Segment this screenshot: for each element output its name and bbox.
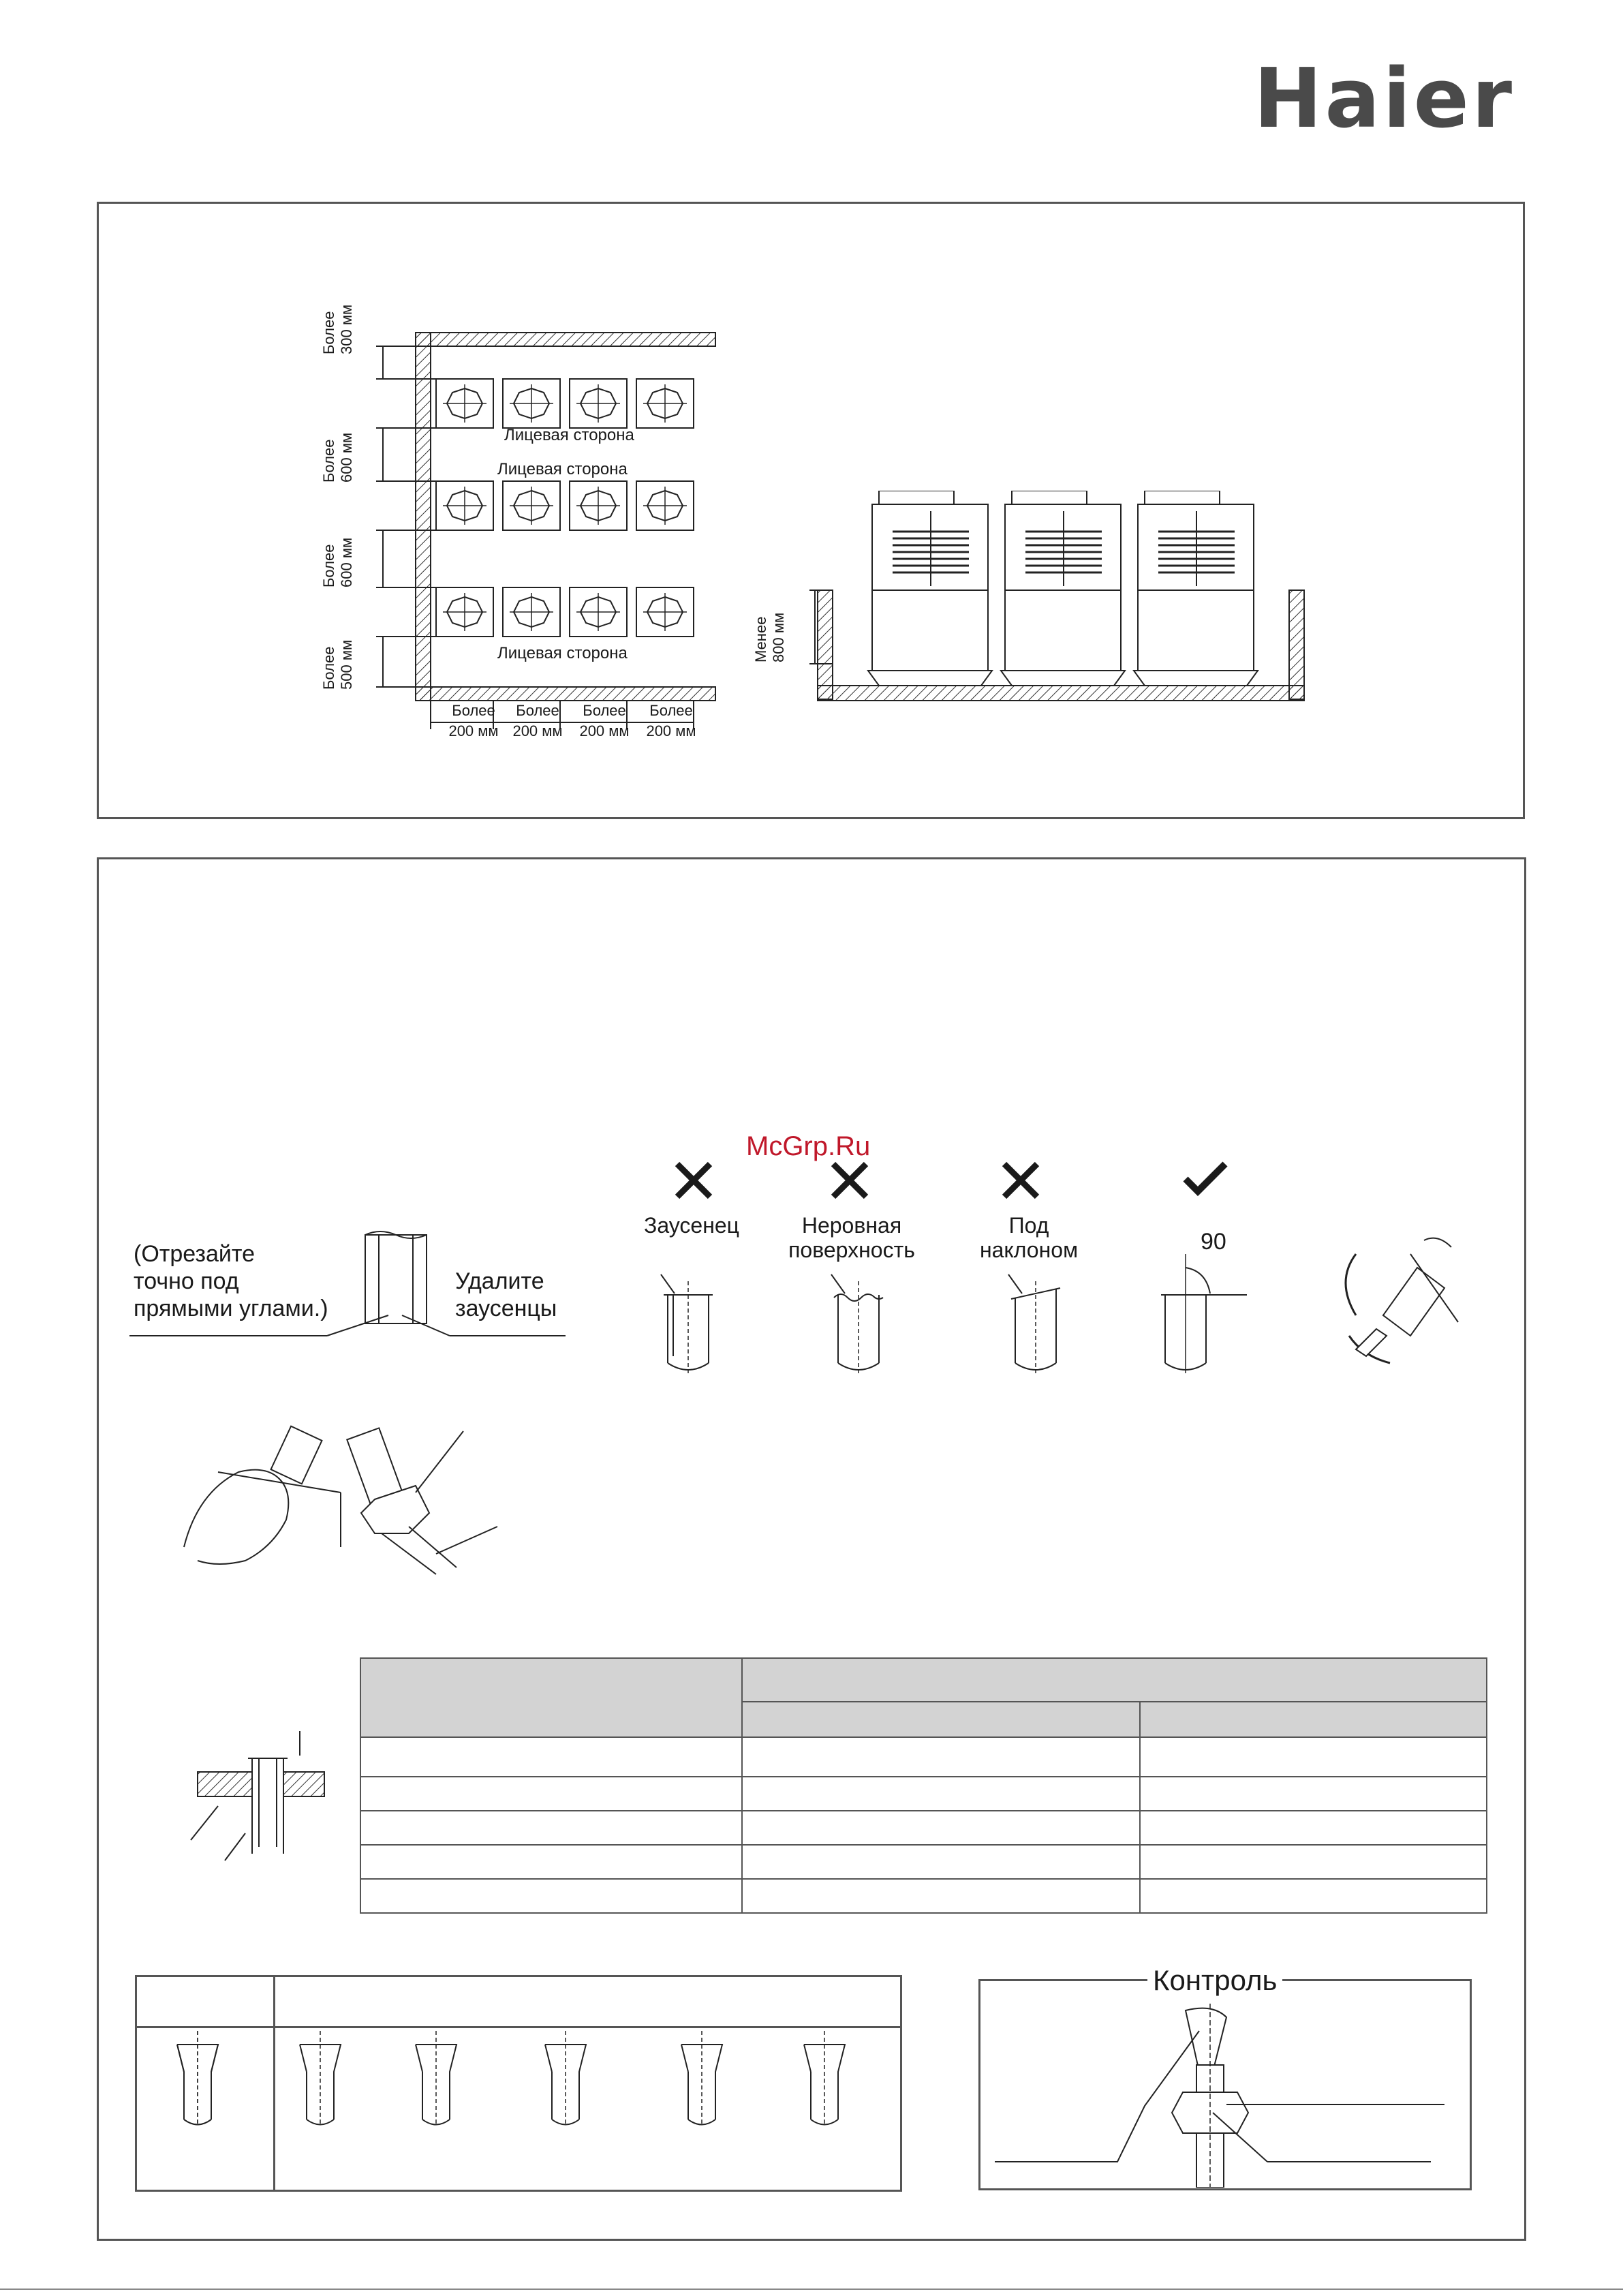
clearance-label-3 [320,538,356,587]
pipe-correct [1161,1254,1247,1373]
section-bottom-border [97,2239,1526,2241]
clearance-label-1 [320,305,356,354]
page-footer-line [0,2289,1623,2290]
clearance-value: 500 мм [338,639,355,690]
pit-depth-word: Менее [752,616,769,662]
pipe-uneven [831,1274,883,1373]
table-row [360,1777,1487,1811]
unit-row-2 [436,481,694,530]
table-row [360,1737,1487,1777]
face-label-3: Лицевая сторона [497,644,628,662]
wrong-mark-icon [672,1159,715,1202]
pit-floor [818,686,1304,701]
pipe-end-examples [654,1254,1267,1383]
table-header-cell [742,1658,1487,1702]
unit-row-1 [436,379,694,428]
flare-nut-check-diagram [981,2004,1472,2188]
reamer-tool-icon [1329,1213,1465,1377]
pit-right-wall [1289,590,1304,699]
table-subheader-cell [742,1702,1140,1737]
gap-value: 200 мм [448,722,499,739]
flare-dimension-table [360,1657,1487,1914]
clearance-word: Более [320,439,337,483]
section-right-border [1524,857,1526,2241]
angle-label: 90 [1201,1229,1226,1255]
gap-word: Более [516,702,559,719]
table-row [360,1811,1487,1845]
gap-label-2 [500,701,575,741]
unit-row-3 [436,587,694,637]
flare-quality-divider-h [137,2026,900,2028]
clearance-value: 600 мм [338,432,355,483]
pit-left-wall [818,590,833,699]
check-mark-icon [1181,1159,1229,1199]
pit-depth-label [752,613,788,662]
outdoor-unit [1134,491,1258,686]
face-label-2: Лицевая сторона [497,460,628,478]
wrong-mark-icon [999,1159,1042,1202]
example-label-slanted: Под наклоном [979,1213,1079,1262]
pipe-cut-diagram [129,1220,572,1343]
example-label-uneven: Неровная поверхность [788,1213,915,1262]
example-label-burr: Заусенец [644,1213,739,1238]
unit-layout-diagram [327,320,749,756]
gap-label-4 [634,701,709,741]
bottom-wall [416,687,715,701]
flare-nut-insertion-illustration [177,1418,518,1581]
left-wall [416,333,431,701]
watermark: McGrp.Ru [746,1131,871,1161]
gap-word: Более [452,702,495,719]
clearance-value: 600 мм [338,537,355,587]
gap-label-3 [567,701,642,741]
table-header-cell [360,1658,742,1737]
brand-logo: Haier [1254,52,1515,147]
table-subheader-cell [1140,1702,1487,1737]
clearance-word: Более [320,646,337,690]
control-title: Контроль [1147,1963,1282,1998]
pipe-slanted [1008,1274,1060,1373]
outdoor-unit [868,491,992,686]
pit-installation-diagram [804,491,1322,709]
gap-value: 200 мм [579,722,630,739]
clearance-word: Более [320,311,337,354]
deburr-instruction: Удалите заусенцы [455,1268,557,1321]
section-left-border [97,857,99,2241]
wrong-mark-icon [828,1159,871,1202]
pipe-burr [661,1274,713,1373]
outdoor-unit [1001,491,1125,686]
table-row [360,1845,1487,1879]
clearance-label-4 [320,640,356,690]
clearance-word: Более [320,544,337,587]
gap-word: Более [583,702,626,719]
face-label-1: Лицевая сторона [504,426,634,444]
section-top-border [451,857,1526,859]
clearance-label-2 [320,433,356,483]
cut-instruction: (Отрезайте точно под прямыми углами.) [134,1241,328,1321]
flare-block-illustration [177,1717,347,1867]
table-row [360,1879,1487,1913]
gap-word: Более [649,702,693,719]
gap-value: 200 мм [512,722,563,739]
section-tab-line [97,857,451,859]
gap-value: 200 мм [646,722,696,739]
flare-shape-examples [136,2031,899,2126]
clearance-value: 300 мм [338,304,355,354]
pit-depth-value: 800 мм [770,612,787,662]
top-wall [416,333,715,346]
